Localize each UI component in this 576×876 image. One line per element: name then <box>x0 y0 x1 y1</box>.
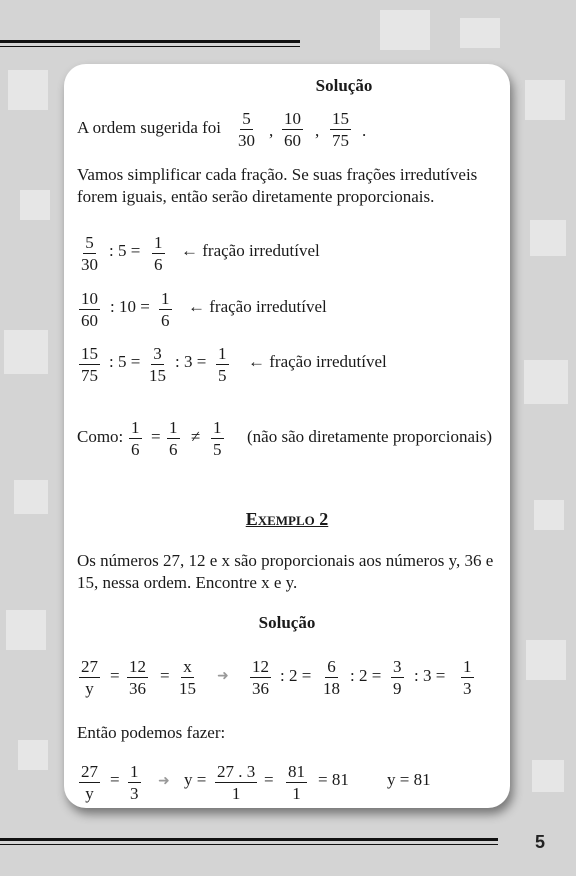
como-label: Como: <box>77 427 124 446</box>
bg-square <box>534 500 564 530</box>
operation: : 2 = <box>350 666 382 685</box>
bg-square <box>8 70 48 110</box>
fraction-27x3-1: $\frac{27 . 3}{1}$ <box>217 762 256 803</box>
equals-sign: = <box>264 770 274 789</box>
fraction-1-6: $\frac{1}{6}$ <box>154 233 163 274</box>
bg-square <box>4 330 48 374</box>
operation: : 5 = <box>109 241 141 260</box>
then-text: Então podemos fazer: <box>77 723 226 742</box>
period: . <box>362 121 367 140</box>
example-paragraph-line: 15, nessa ordem. Encontre x e y. <box>77 573 298 592</box>
bg-square <box>6 610 46 650</box>
solution-heading-1: Solução <box>315 76 373 95</box>
fraction-1-6: $\frac{1}{6}$ <box>131 418 140 459</box>
bottom-rule-thick <box>0 838 498 841</box>
irreducible-note: ← fração irredutível <box>248 352 387 371</box>
comma: , <box>269 121 274 140</box>
fraction-1-6: $\frac{1}{6}$ <box>169 418 178 459</box>
y-result: y = 81 <box>387 770 431 789</box>
operation: : 3 = <box>414 666 446 685</box>
bg-square <box>526 640 566 680</box>
fraction-15-75: $\frac{15}{75}$ <box>81 344 98 385</box>
bg-square <box>524 360 568 404</box>
not-proportional-note: (não são diretamente proporcionais) <box>247 427 492 446</box>
top-rule-thick <box>0 40 300 43</box>
bg-square <box>20 190 50 220</box>
suggested-order-text: A ordem sugerida foi <box>77 118 221 137</box>
result-equals-81: = 81 <box>318 770 349 789</box>
paragraph-line: forem iguais, então serão diretamente proporcionais. <box>77 187 435 206</box>
equals-sign: = <box>160 666 170 685</box>
fraction-12-36: $\frac{12}{36}$ <box>252 657 269 698</box>
fraction-1-5: $\frac{1}{5}$ <box>218 344 227 385</box>
fraction-5-30: $\frac{5}{30}$ <box>81 233 98 274</box>
irreducible-note: ← fração irredutível <box>188 297 327 316</box>
fraction-1-3: $\frac{1}{3}$ <box>130 762 139 803</box>
example-heading: Exemplo 2 <box>245 509 329 529</box>
not-equal-sign: ≠ <box>191 427 201 446</box>
fraction-1-5: $\frac{1}{5}$ <box>213 418 222 459</box>
fraction-27-y: $\frac{27}{y}$ <box>81 762 98 803</box>
operation: : 5 = <box>109 352 141 371</box>
bottom-rule-thin <box>0 844 498 845</box>
bg-square <box>460 18 500 48</box>
solution-heading-2: Solução <box>258 613 316 632</box>
bg-square <box>14 480 48 514</box>
bg-square <box>380 10 430 50</box>
y-equals: y = <box>184 770 207 789</box>
operation: : 10 = <box>110 297 150 316</box>
fraction-5-30: $\frac{5}{30}$ <box>238 109 255 150</box>
fraction-10-60: $\frac{10}{60}$ <box>81 289 98 330</box>
fraction-x-15: $\frac{x}{15}$ <box>179 657 196 698</box>
fraction-6-18: $\frac{6}{18}$ <box>323 657 340 698</box>
operation: : 2 = <box>280 666 312 685</box>
fraction-27-y: $\frac{27}{y}$ <box>81 657 98 698</box>
fraction-81-1: $\frac{81}{1}$ <box>288 762 305 803</box>
fraction-3-15: $\frac{3}{15}$ <box>149 344 166 385</box>
paragraph-line: Vamos simplificar cada fração. Se suas frações irredutíveis <box>77 165 478 184</box>
arrow-right-icon: ➜ <box>217 669 229 684</box>
page-number: 5 <box>535 832 546 852</box>
fraction-10-60: $\frac{10}{60}$ <box>284 109 301 150</box>
bg-square <box>18 740 48 770</box>
fraction-1-3: $\frac{1}{3}$ <box>463 657 472 698</box>
operation: : 3 = <box>175 352 207 371</box>
fraction-1-6: $\frac{1}{6}$ <box>161 289 170 330</box>
equals-sign: = <box>110 666 120 685</box>
bg-square <box>532 760 564 792</box>
equals-sign: = <box>110 770 120 789</box>
fraction-3-9: $\frac{3}{9}$ <box>393 657 402 698</box>
fraction-15-75: $\frac{15}{75}$ <box>332 109 349 150</box>
equals-sign: = <box>151 427 161 446</box>
example-paragraph-line: Os números 27, 12 e x são proporcionais aos números y, 36 e <box>77 551 494 570</box>
fraction-12-36: $\frac{12}{36}$ <box>129 657 146 698</box>
arrow-right-icon: ➜ <box>158 774 170 789</box>
irreducible-note: ← fração irredutível <box>181 241 320 260</box>
comma: , <box>315 121 320 140</box>
bg-square <box>530 220 566 256</box>
content-card <box>64 64 510 808</box>
top-rule-thin <box>0 46 300 47</box>
